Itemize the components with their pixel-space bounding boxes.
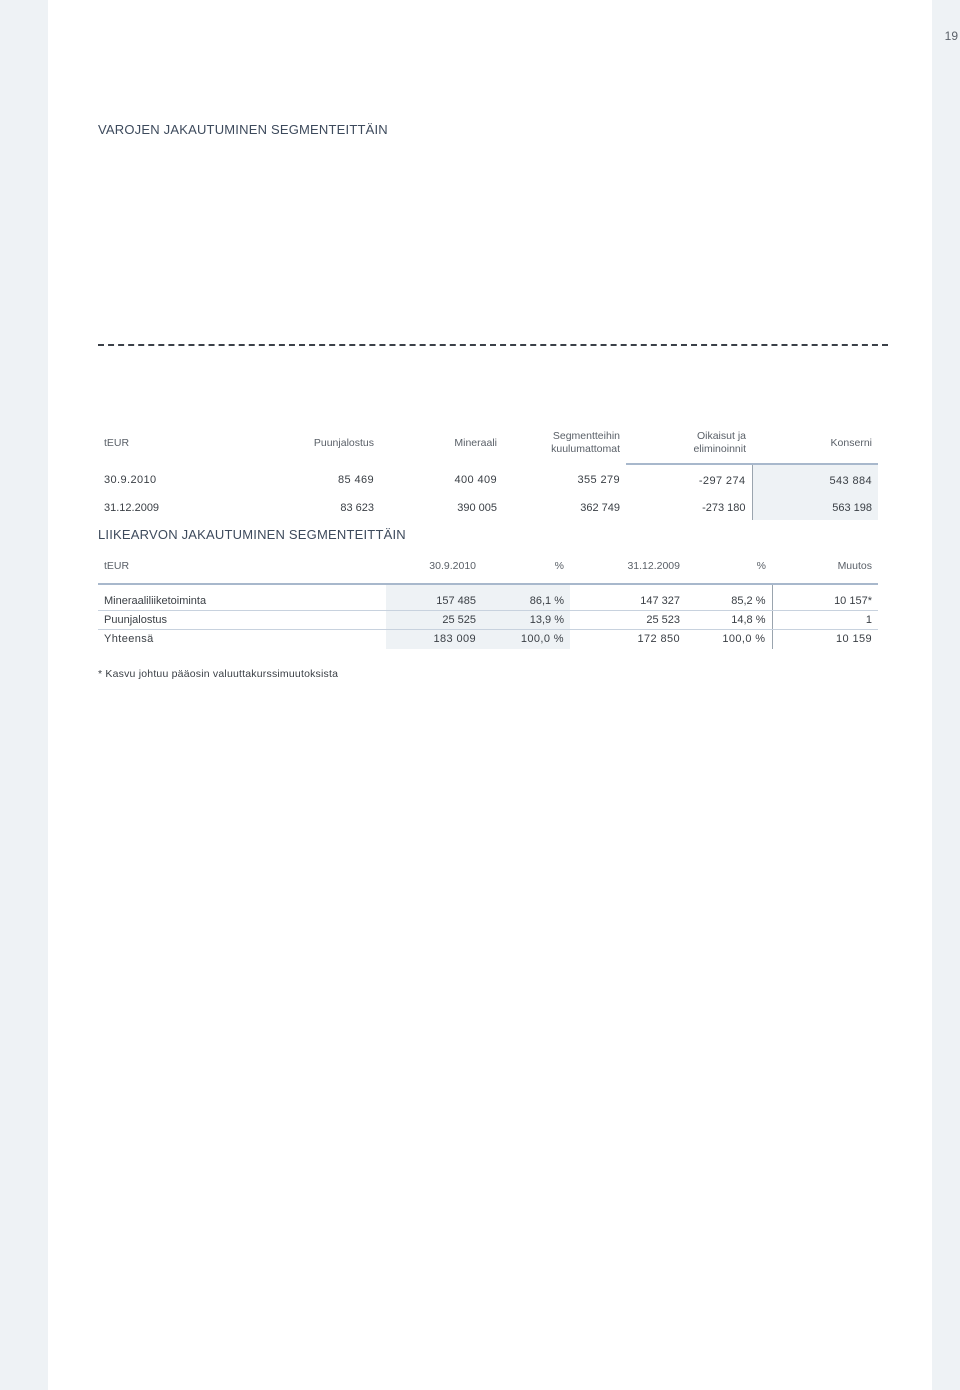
cell-percent-2010: 13,9 % bbox=[482, 610, 570, 629]
row-label: Puunjalostus bbox=[98, 610, 386, 629]
row-label: 31.12.2009 bbox=[104, 502, 160, 514]
cell-konserni: 563 198 bbox=[752, 496, 878, 520]
table-header-row bbox=[98, 558, 878, 574]
header-oikaisut-line2: eliminoinnit bbox=[693, 443, 746, 455]
cell-muutos: 10 159 bbox=[835, 633, 872, 646]
table-row-total bbox=[98, 629, 878, 649]
assets-by-segment-title: VAROJEN JAKAUTUMINEN SEGMENTEITTÄIN bbox=[98, 122, 388, 137]
cell-percent-2010: 100,0 % bbox=[482, 629, 570, 649]
document-page bbox=[48, 0, 932, 1390]
cell-value-2010: 25 525 bbox=[386, 610, 482, 629]
row-label: 30.9.2010 bbox=[104, 474, 157, 486]
cell-percent-2009: 100,0 % bbox=[686, 629, 772, 649]
header-unit: tEUR bbox=[104, 436, 130, 449]
header-mineraali: Mineraali bbox=[454, 436, 497, 449]
cell-segmentteihin: 355 279 bbox=[577, 474, 620, 486]
cell-oikaisut: -297 274 bbox=[626, 464, 752, 496]
header-konserni: Konserni bbox=[830, 436, 872, 449]
header-oikaisut bbox=[626, 426, 752, 460]
dashed-divider bbox=[98, 344, 888, 346]
header-rule-row bbox=[98, 574, 878, 584]
header-oikaisut-line1: Oikaisut ja bbox=[696, 430, 746, 442]
header-31-12-2009: 31.12.2009 bbox=[627, 559, 680, 572]
row-label: Yhteensä bbox=[104, 633, 154, 646]
goodwill-by-segment-title: LIIKEARVON JAKAUTUMINEN SEGMENTEITTÄIN bbox=[98, 527, 406, 542]
table-row bbox=[98, 496, 878, 520]
header-unit: tEUR bbox=[104, 559, 130, 572]
header-muutos: Muutos bbox=[837, 559, 872, 572]
cell-percent-2009: 85,2 % bbox=[686, 592, 772, 610]
cell-mineraali: 390 005 bbox=[457, 502, 497, 514]
assets-by-segment-table bbox=[98, 426, 878, 520]
cell-konserni: 543 884 bbox=[752, 464, 878, 496]
table-row bbox=[98, 592, 878, 610]
row-label: Mineraaliliiketoiminta bbox=[98, 592, 386, 610]
table-row bbox=[98, 464, 878, 496]
cell-value-2010: 157 485 bbox=[386, 592, 482, 610]
cell-value-2009: 25 523 bbox=[570, 610, 686, 629]
cell-mineraali: 400 409 bbox=[454, 474, 497, 486]
cell-value-2009: 172 850 bbox=[637, 633, 680, 646]
cell-value-2009: 147 327 bbox=[570, 592, 686, 610]
cell-muutos: 1 bbox=[772, 610, 878, 629]
header-segmentteihin bbox=[503, 426, 626, 460]
cell-percent-2010: 86,1 % bbox=[482, 592, 570, 610]
cell-segmentteihin: 362 749 bbox=[580, 502, 620, 514]
header-30-9-2010: 30.9.2010 bbox=[429, 559, 476, 572]
cell-percent-2009: 14,8 % bbox=[686, 610, 772, 629]
header-percent-2010: % bbox=[554, 559, 564, 572]
footnote: * Kasvu johtuu pääosin valuuttakurssimuutoksista bbox=[98, 668, 339, 680]
header-percent-2009: % bbox=[756, 559, 766, 572]
header-segmentteihin-line1: Segmentteihin bbox=[552, 430, 620, 442]
cell-oikaisut: -273 180 bbox=[626, 496, 752, 520]
cell-muutos: 10 157* bbox=[772, 592, 878, 610]
cell-puunjalostus: 85 469 bbox=[337, 474, 374, 486]
header-puunjalostus: Puunjalostus bbox=[313, 436, 374, 449]
header-segmentteihin-line2: kuulumattomat bbox=[551, 443, 620, 455]
cell-value-2010: 183 009 bbox=[386, 629, 482, 649]
goodwill-by-segment-table bbox=[98, 558, 878, 649]
table-row bbox=[98, 610, 878, 629]
cell-puunjalostus: 83 623 bbox=[340, 502, 374, 514]
page-number: 19 bbox=[944, 29, 958, 43]
table-header-row bbox=[98, 426, 878, 460]
